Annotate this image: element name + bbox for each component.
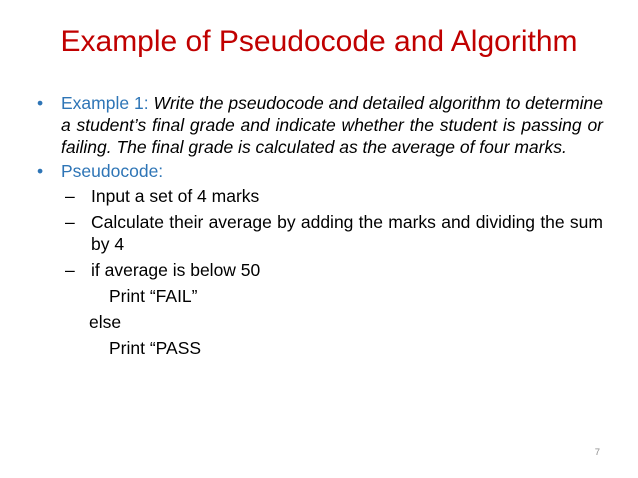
pseudocode-item-text: Input a set of 4 marks [91,186,260,206]
dash-marker: – [65,260,75,280]
page-number: 7 [594,447,600,458]
pseudocode-label: Pseudocode: [61,161,164,181]
pseudocode-item [65,259,603,281]
then-line: Print “FAIL” [109,286,198,306]
example-label: Example 1: [61,93,149,113]
pseudocode-list [37,185,603,281]
pseudocode-item-text: Calculate their average by adding the marks and dividing the sum by 4 [91,212,603,254]
bullet-pseudocode [37,160,603,182]
example-text: Write the pseudocode and detailed algorithm to determine a student’s final grade and indicate whether the student is passing or failing. The final grade is calculated as the average of four marks. [61,93,603,157]
slide-content [37,92,603,363]
else-action-line: Print “PASS [109,338,202,358]
bullet-marker: • [37,93,44,113]
pseudocode-item-text: if average is below 50 [91,260,261,280]
bullet-example [37,92,603,158]
dash-marker: – [65,212,75,232]
pseudocode-item [65,211,603,255]
pseudocode-item [65,185,603,207]
bullet-marker: • [37,161,44,181]
else-line: else [89,312,122,332]
slide-title: Example of Pseudocode and Algorithm [60,25,578,58]
dash-marker: – [65,186,75,206]
